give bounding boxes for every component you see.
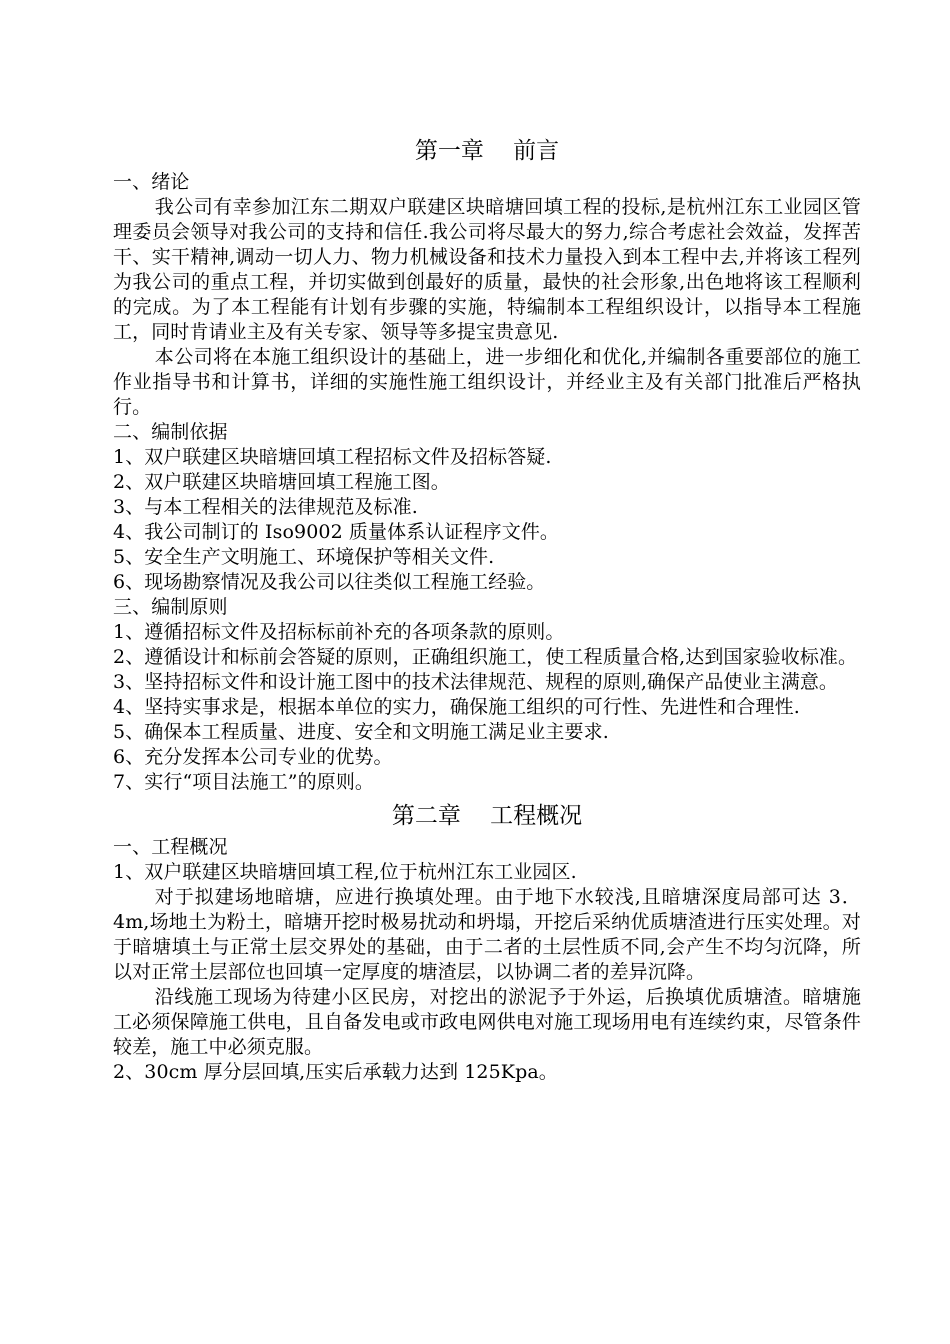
overview-item-1: 1、双户联建区块暗塘回填工程,位于杭州江东工业园区. — [113, 861, 577, 883]
overview-item-2: 2、30cm 厚分层回填,压实后承载力达到 125Kpa。 — [113, 1061, 558, 1083]
section-heading-overview: 一、工程概况 — [113, 836, 228, 858]
paragraph-overview-1: 对于拟建场地暗塘，应进行换填处理。由于地下水较浅,且暗塘深度局部可达 3．4m,场地土为粉土，暗塘开挖时极易扰动和坍塌，开挖后采纳优质塘渣进行压实处理。对于暗塘填土与正常土层交界处的基础，由于二者的土层性质不同,会产生不均匀沉降，所以对正常土层部位也回填一定厚度的塘渣层，以协调二者的差异沉降。 — [113, 886, 861, 983]
chapter1-title: 第一章 前言 — [414, 138, 560, 164]
document-page — [113, 130, 861, 1085]
list-item-basis-3: 3、与本工程相关的法律规范及标准. — [113, 496, 418, 518]
paragraph-introduction-2: 本公司将在本施工组织设计的基础上，进一步细化和优化,并编制各重要部位的施工作业指导书和计算书，详细的实施性施工组织设计，并经业主及有关部门批准后严格执行。 — [113, 346, 861, 418]
list-item-basis-4: 4、我公司制订的 Iso9002 质量体系认证程序文件。 — [113, 521, 560, 543]
section-heading-introduction: 一、绪论 — [113, 171, 190, 193]
paragraph-introduction-1: 我公司有幸参加江东二期双户联建区块暗塘回填工程的投标,是杭州江东工业园区管理委员会领导对我公司的支持和信任.我公司将尽最大的努力,综合考虑社会效益，发挥苦干、实干精神,调动一切人力、物力机械设备和技术力量投入到本工程中去,并将该工程列为我公司的重点工程，并切实做到创最好的质量，最快的社会形象,出色地将该工程顺利的完成。为了本工程能有计划有步骤的实施，特编制本工程组织设计，以指导本工程施工，同时肯请业主及有关专家、领导等多提宝贵意见. — [113, 196, 861, 343]
list-item-basis-5: 5、安全生产文明施工、环境保护等相关文件. — [113, 546, 495, 568]
list-item-principle-4: 4、坚持实事求是，根据本单位的实力，确保施工组织的可行性、先进性和合理性. — [113, 696, 800, 718]
chapter2-title: 第二章 工程概况 — [391, 803, 583, 829]
paragraph-overview-2: 沿线施工现场为待建小区民房，对挖出的淤泥予于外运，后换填优质塘渣。暗塘施工必须保障施工供电，且自备发电或市政电网供电对施工现场用电有连续约束，尽管条件较差，施工中必须克服。 — [113, 986, 861, 1058]
list-item-principle-6: 6、充分发挥本公司专业的优势。 — [113, 746, 393, 768]
list-item-principle-3: 3、坚持招标文件和设计施工图中的技术法律规范、规程的原则,确保产品使业主满意。 — [113, 671, 839, 693]
list-item-principle-5: 5、确保本工程质量、进度、安全和文明施工满足业主要求. — [113, 721, 609, 743]
list-item-principle-1: 1、遵循招标文件及招标标前补充的各项条款的原则。 — [113, 621, 565, 643]
list-item-basis-6: 6、现场勘察情况及我公司以往类似工程施工经验。 — [113, 571, 546, 593]
section-heading-basis: 二、编制依据 — [113, 421, 228, 443]
list-item-basis-2: 2、双户联建区块暗塘回填工程施工图。 — [113, 471, 450, 493]
list-item-principle-7: 7、实行“项目法施工”的原则。 — [113, 771, 375, 793]
list-item-basis-1: 1、双户联建区块暗塘回填工程招标文件及招标答疑. — [113, 446, 552, 468]
section-heading-principles: 三、编制原则 — [113, 596, 228, 618]
list-item-principle-2: 2、遵循设计和标前会答疑的原则，正确组织施工，使工程质量合格,达到国家验收标准。 — [113, 646, 858, 668]
